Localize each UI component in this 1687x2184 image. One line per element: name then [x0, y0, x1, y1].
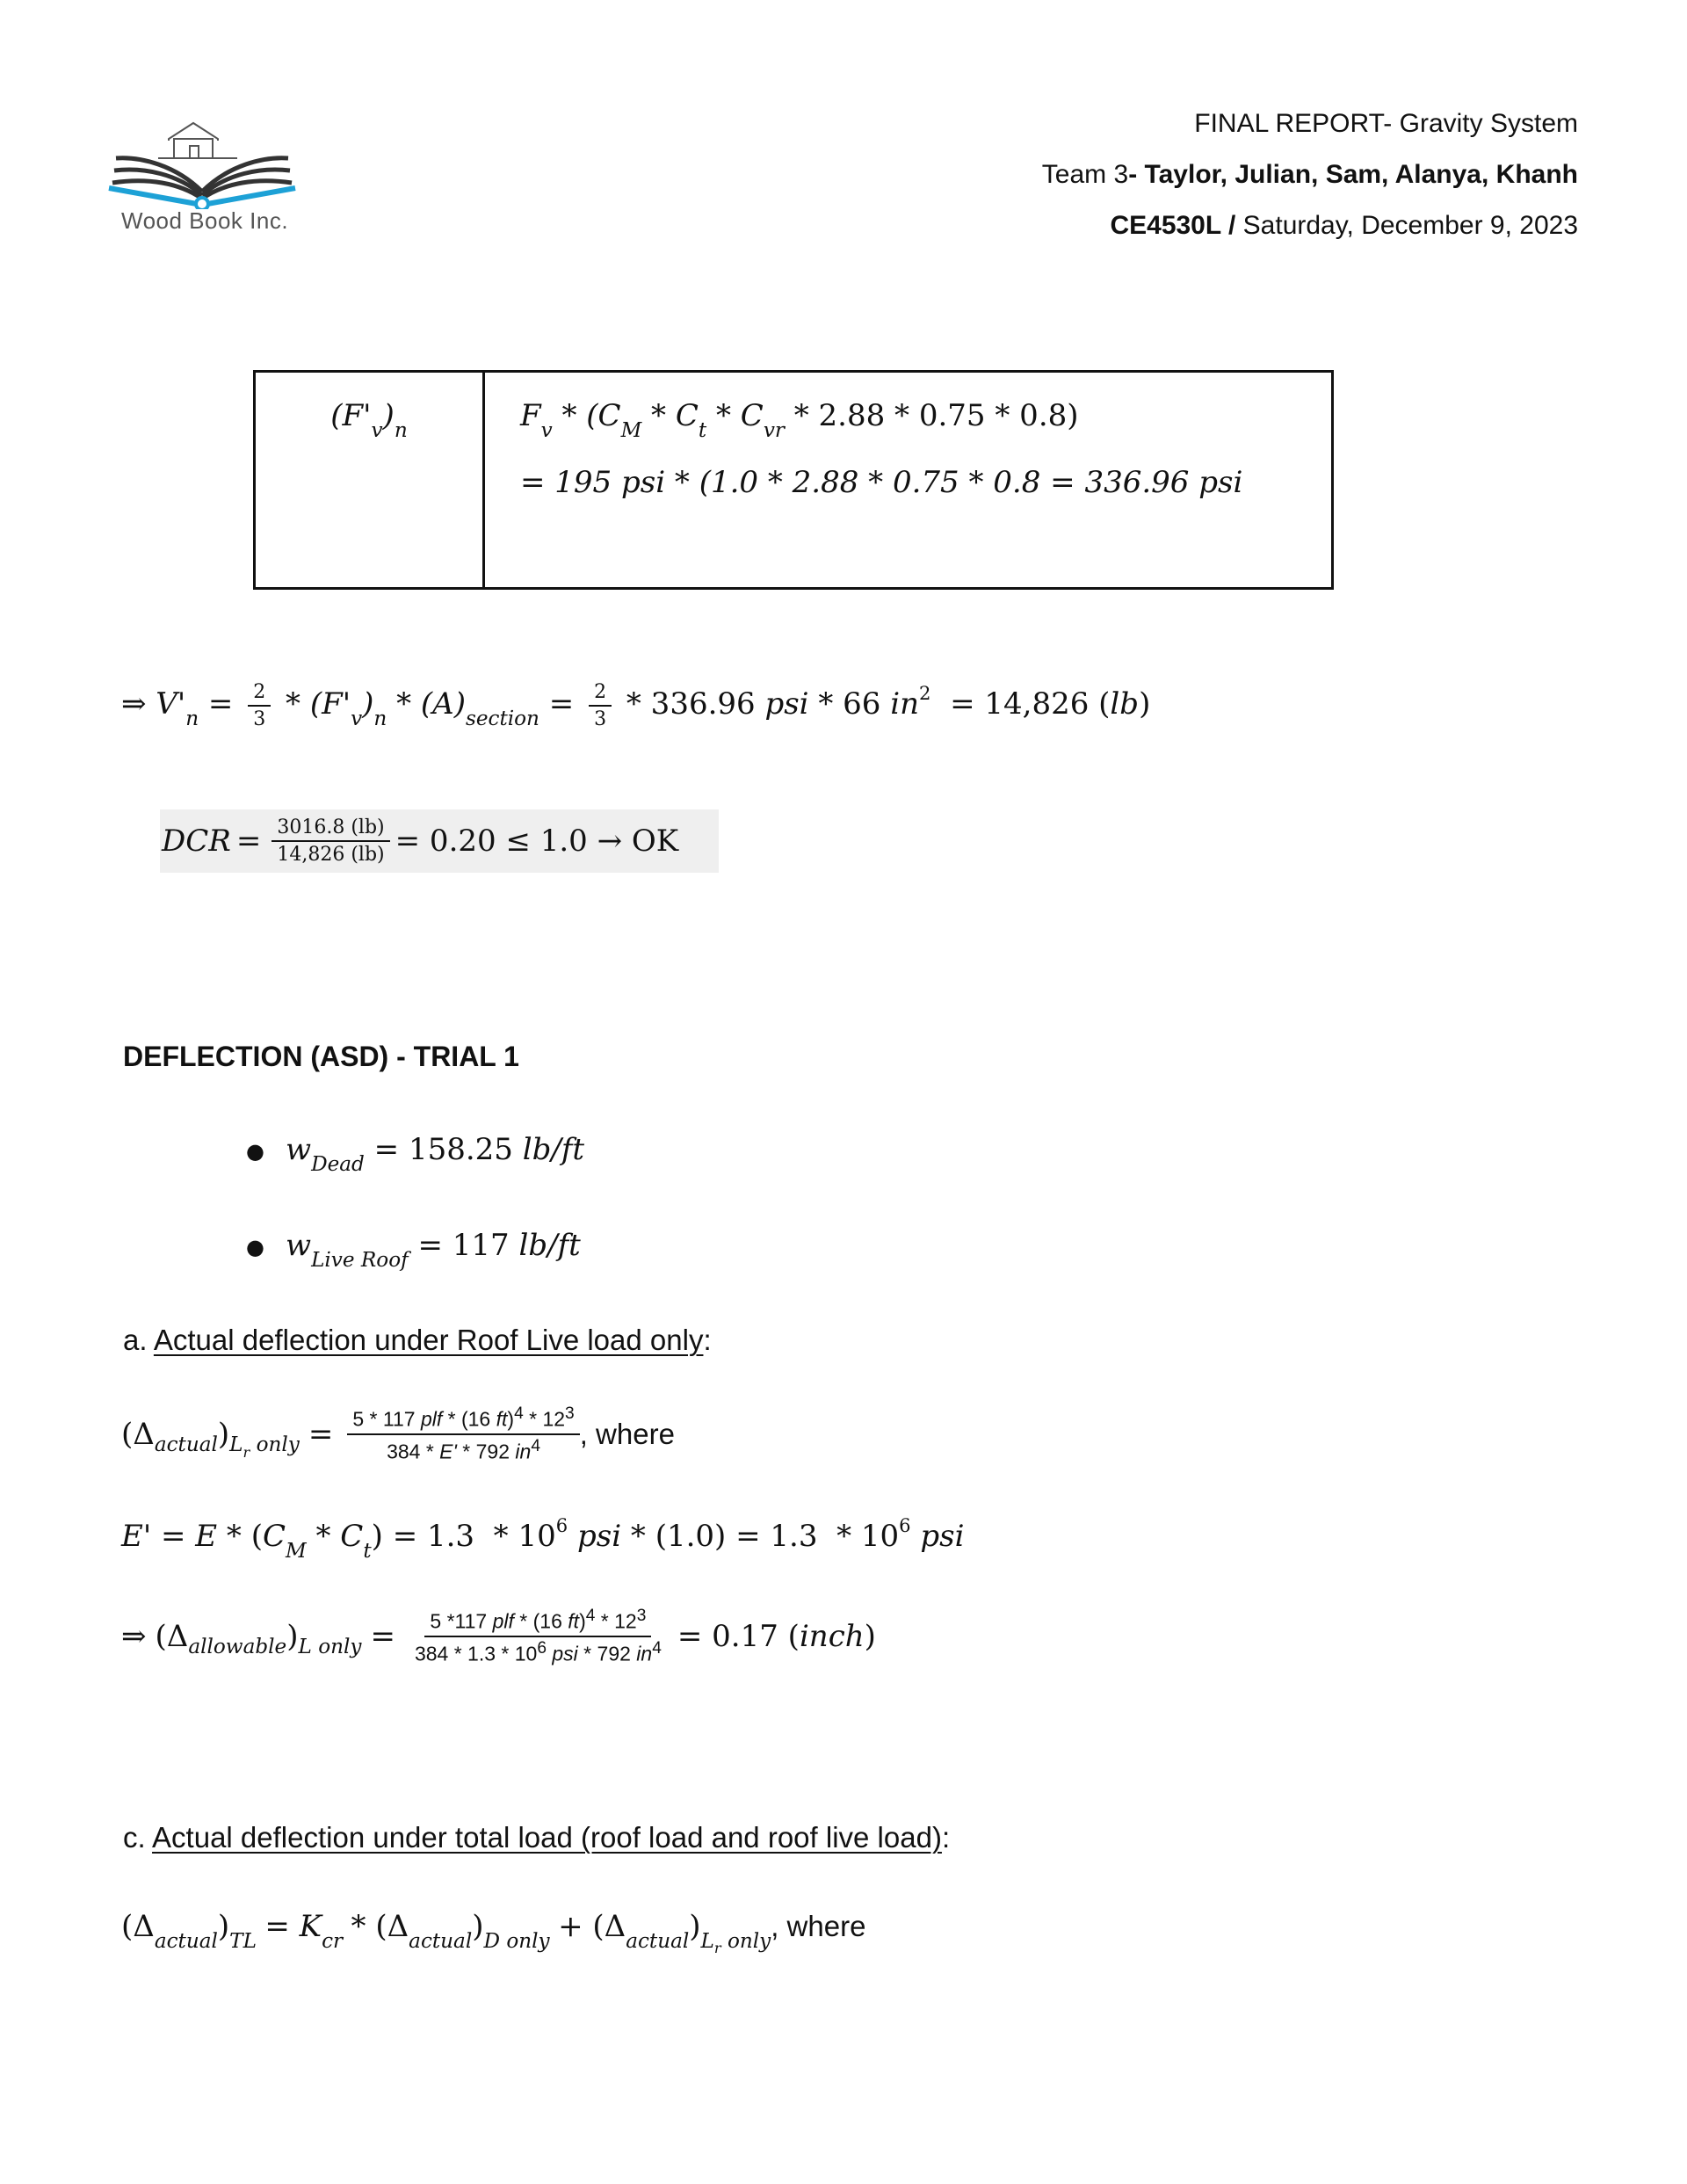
logo-text: Wood Book Inc. — [121, 207, 289, 234]
book-house-logo-icon — [105, 104, 299, 209]
load-item-dead: ● $w_{Dead} = 158.25$ lb/ft — [246, 1132, 585, 1176]
dcr-box: DCR = $\frac{3016.8 (lb)}{14,826 (lb)}$ = 0.20 ≤ 1.0 → OK — [160, 809, 719, 873]
team-members: - Taylor, Julian, Sam, Alanya, Khanh — [1128, 160, 1578, 189]
dcr-result: = 0.20 ≤ 1.0 → OK — [395, 824, 679, 859]
table-label-cell — [255, 372, 484, 589]
modulus-equation: $E' = E * (C_M * C_t) = 1.3 * 10^6$ psi * $(1.0) = 1.3 * 10^6$ psi — [121, 1514, 965, 1563]
dcr-numerator: 3016.8 (lb) — [272, 816, 389, 842]
section-title: DEFLECTION (ASD) - TRIAL 1 — [123, 1041, 519, 1072]
total-deflection-equation: $(\Delta_{actual})_{TL} = K_{cr} * (\Delta_{actual})_{D only} + (\Delta_{actual})_{L_r only}$, where — [121, 1909, 866, 1957]
dcr-denominator: 14,826 (lb) — [277, 844, 385, 866]
load-item-live-roof: ● $w_{Live Roof} = 117$ lb/ft — [246, 1228, 581, 1272]
dcr-label: DCR — [162, 824, 231, 859]
part-a-heading: a. Actual deflection under Roof Live load only: — [123, 1324, 712, 1356]
report-date: Saturday, December 9, 2023 — [1242, 211, 1578, 240]
table-formula-cell — [484, 372, 1333, 589]
part-c-heading: c. Actual deflection under total load (roof load and roof live load): — [123, 1821, 951, 1854]
company-logo — [105, 104, 299, 244]
report-title: FINAL REPORT- Gravity System — [1194, 109, 1578, 138]
shear-strength-table — [253, 370, 1334, 590]
formula-row-1: $F_v * (C_M * C_t * C_{vr} * 2.88 * 0.75 * 0.8)$ — [520, 398, 1079, 442]
allowable-deflection-equation: ⇒ (Δ allowable ) L only = $\frac{5 *117 plf * (16 ft)^4 * 12^3}{384 * 1.3 * 10^6 psi * 792 in^4}$ = 0.17 (inch) — [121, 1607, 876, 1665]
live-deflection-equation: (Δ actual ) $L_r$ only = $\frac{5 * 117 plf * (16 ft)^4 * 12^3}{384 * E' * 792 in^4}$ , where — [121, 1404, 675, 1463]
team-label: Team 3 — [1041, 160, 1129, 189]
adjusted-shear-symbol: $(F'_v)_n$ — [330, 398, 408, 442]
course-code: CE4530L / — [1110, 211, 1236, 240]
shear-capacity-equation: ⇒ $V'_n$ = $\frac{2}{3}$ * $(F'_v)_n * (A)_{section}$ = $\frac{2}{3}$ * 336.96 psi * 66 $in^2 = 14,826$ (lb) — [121, 681, 1151, 730]
formula-row-2: = 195 psi * (1.0 * 2.88 * 0.75 * 0.8 = 336.96 psi — [520, 465, 1243, 500]
